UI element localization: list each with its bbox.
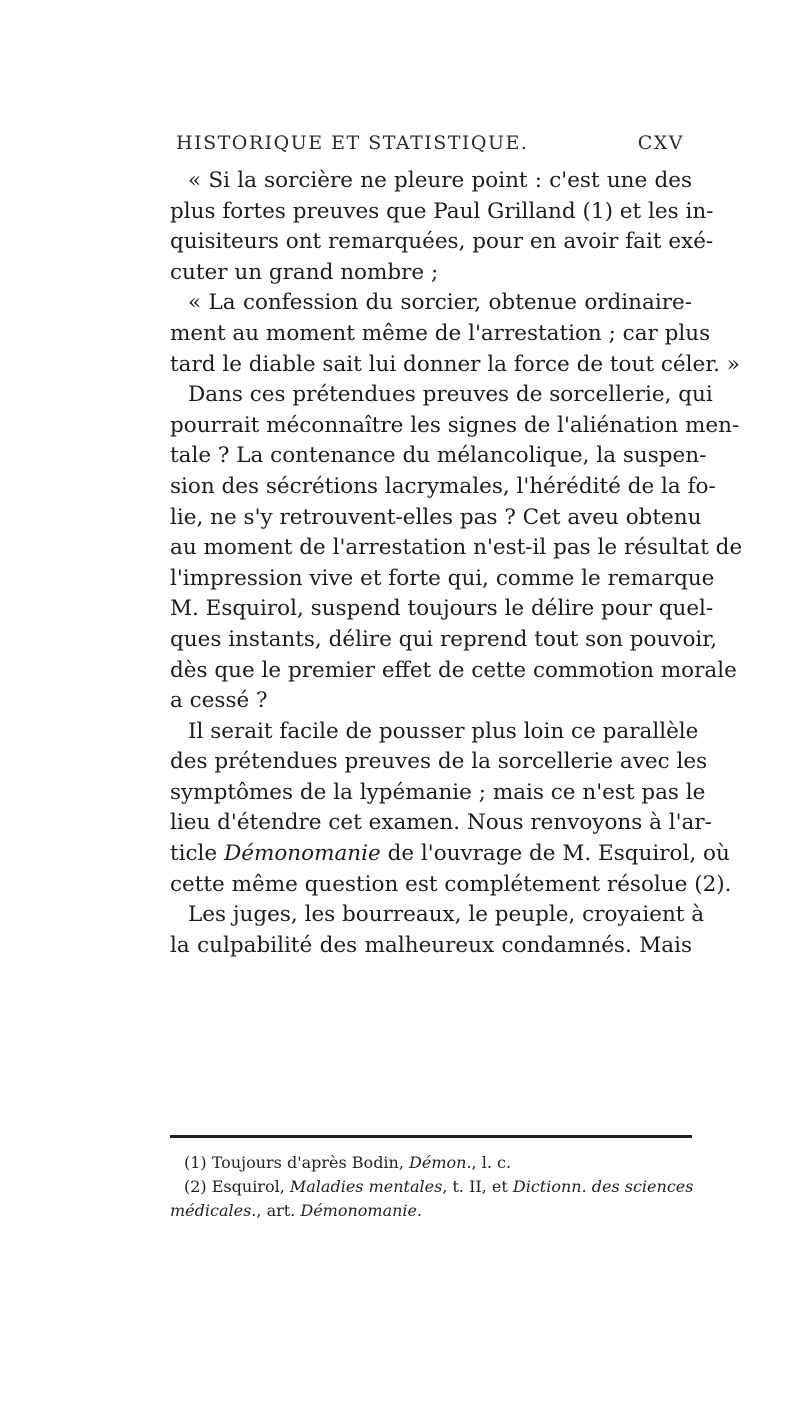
footnote-italic: médicales. bbox=[170, 1201, 257, 1220]
text-line: « Si la sorcière ne pleure point : c'est une des bbox=[188, 168, 692, 193]
text-line: M. Esquirol, suspend toujours le délire pour quel- bbox=[170, 596, 714, 622]
running-header bbox=[176, 132, 684, 154]
footnote-text: , l. c. bbox=[471, 1153, 512, 1172]
italic-title: Démonomanie bbox=[224, 841, 381, 867]
footnote-divider bbox=[170, 1135, 692, 1138]
footnote-italic: Maladies mentales bbox=[289, 1177, 443, 1196]
footnote-italic: Démon. bbox=[409, 1153, 472, 1172]
text-line: tale ? La contenance du mélancolique, la suspen- bbox=[170, 443, 707, 469]
footnote-2 bbox=[170, 1175, 692, 1199]
footnote-text: (1) Toujours d'après Bodin, bbox=[184, 1153, 410, 1172]
footnote-1 bbox=[170, 1151, 692, 1175]
text-line: ment au moment même de l'arrestation ; car plus bbox=[170, 320, 711, 346]
header-title: HISTORIQUE ET STATISTIQUE. bbox=[176, 132, 529, 154]
text-line: cette même question est complétement résolue (2). bbox=[170, 871, 732, 897]
text-line: quisiteurs ont remarquées, pour en avoir fait exé- bbox=[170, 229, 714, 255]
text-line: la culpabilité des malheureux condamnés. Mais bbox=[170, 932, 692, 958]
text-line: dès que le premier effet de cette commotion morale bbox=[170, 657, 737, 683]
footnote-text: , art. bbox=[256, 1201, 301, 1220]
text-line: l'impression vive et forte qui, comme le remarque bbox=[170, 565, 715, 591]
footnote-italic: Démonomanie. bbox=[300, 1201, 423, 1220]
footnotes bbox=[170, 1151, 692, 1223]
text-line: Il serait facile de pousser plus loin ce parallèle bbox=[188, 718, 699, 744]
text-line: des prétendues preuves de la sorcellerie avec les bbox=[170, 749, 708, 775]
page-number: CXV bbox=[637, 132, 684, 154]
text-line: symptômes de la lypémanie ; mais ce n'est pas le bbox=[170, 779, 706, 805]
footnote-text: (2) Esquirol, bbox=[184, 1177, 290, 1196]
text-line: lieu d'étendre cet examen. Nous renvoyons à l'ar- bbox=[170, 810, 712, 836]
text-segment: de l'ouvrage de M. Esquirol, où bbox=[380, 841, 730, 867]
text-line: lie, ne s'y retrouvent-elles pas ? Cet aveu obtenu bbox=[170, 504, 702, 530]
footnote-2-continued bbox=[170, 1199, 692, 1223]
text-line: pourrait méconnaître les signes de l'aliénation men- bbox=[170, 412, 740, 438]
text-line: cuter un grand nombre ; bbox=[170, 259, 439, 285]
footnote-text: , t. II, et bbox=[442, 1177, 513, 1196]
text-line: a cessé ? bbox=[170, 688, 268, 714]
main-text bbox=[170, 166, 743, 961]
text-line bbox=[170, 839, 730, 870]
text-line: Les juges, les bourreaux, le peuple, croyaient à bbox=[188, 902, 705, 928]
text-line: plus fortes preuves que Paul Grilland (1) et les in- bbox=[170, 198, 714, 224]
text-line: sion des sécrétions lacrymales, l'hérédité de la fo- bbox=[170, 473, 716, 499]
text-line: tard le diable sait lui donner la force de tout céler. » bbox=[170, 351, 740, 377]
text-line: Dans ces prétendues preuves de sorcellerie, qui bbox=[188, 382, 713, 408]
footnote-italic: Dictionn. des sciences bbox=[512, 1177, 694, 1196]
text-line: ques instants, délire qui reprend tout son pouvoir, bbox=[170, 626, 718, 652]
text-line: « La confession du sorcier, obtenue ordinaire- bbox=[188, 290, 692, 316]
text-segment: ticle bbox=[170, 841, 224, 867]
text-line: au moment de l'arrestation n'est-il pas le résultat de bbox=[170, 535, 743, 561]
